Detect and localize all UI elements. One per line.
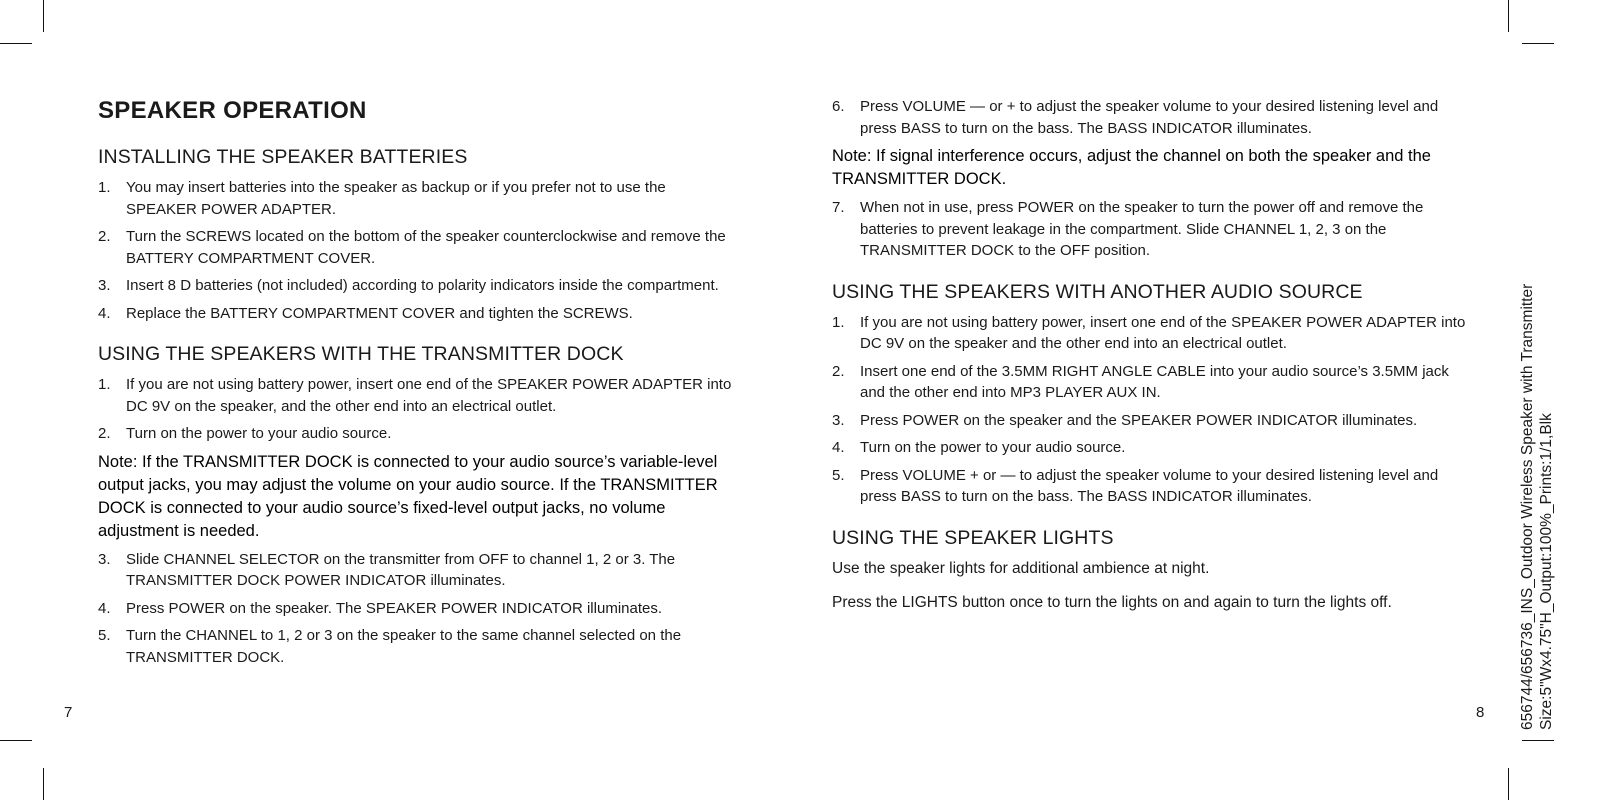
item-text: Press VOLUME — or + to adjust the speaker volume to your desired listening level and press BASS to turn on the bass. The BASS INDICATOR illuminates. bbox=[860, 98, 1439, 137]
item-text: Press POWER on the speaker. The SPEAKER POWER INDICATOR illuminates. bbox=[126, 599, 663, 617]
list-item bbox=[832, 197, 1472, 262]
page-title: SPEAKER OPERATION bbox=[98, 97, 367, 124]
item-number: 5. bbox=[832, 466, 845, 484]
item-text: You may insert batteries into the speaker as backup or if you prefer not to use the SPEAKER POWER ADAPTER. bbox=[126, 179, 666, 218]
paragraph: Use the speaker lights for additional ambience at night. bbox=[832, 559, 1210, 577]
item-text: Turn the CHANNEL to 1, 2 or 3 on the speaker to the same channel selected on the TRANSMITTER DOCK. bbox=[126, 627, 682, 666]
section-heading: INSTALLING THE SPEAKER BATTERIES bbox=[98, 146, 468, 168]
item-number: 3. bbox=[98, 550, 111, 568]
item-text: Replace the BATTERY COMPARTMENT COVER and tighten the SCREWS. bbox=[126, 304, 633, 322]
item-text: Turn the SCREWS located on the bottom of the speaker counterclockwise and remove the BATTERY COMPARTMENT COVER. bbox=[126, 228, 726, 267]
item-number: 2. bbox=[98, 228, 111, 245]
item-number: 4. bbox=[98, 599, 111, 617]
item-text: Turn on the power to your audio source. bbox=[860, 439, 1126, 456]
section-heading: USING THE SPEAKERS WITH ANOTHER AUDIO SOURCE bbox=[832, 280, 1363, 303]
item-text: When not in use, press POWER on the speaker to turn the power off and remove the batteries to prevent leakage in the compartment. Slide CHANNEL 1, 2, 3 on the TRANSMITTER DOCK to the OFF position. bbox=[860, 199, 1424, 259]
page-number: 7 bbox=[64, 704, 73, 721]
right-page bbox=[832, 96, 1472, 632]
item-text: If you are not using battery power, insert one end of the SPEAKER POWER ADAPTER into DC 9V on the speaker, and the other end into an electrical outlet. bbox=[126, 376, 732, 415]
paragraph: Press the LIGHTS button once to turn the lights on and again to turn the lights off. bbox=[832, 593, 1392, 611]
crop-mark bbox=[1522, 43, 1554, 44]
list-item bbox=[98, 423, 738, 445]
crop-mark bbox=[0, 43, 32, 44]
crop-mark bbox=[43, 0, 44, 32]
item-number: 2. bbox=[98, 425, 111, 442]
item-number: 1. bbox=[98, 376, 111, 393]
item-number: 3. bbox=[832, 411, 845, 429]
list-item bbox=[98, 275, 738, 297]
list-item bbox=[98, 177, 738, 220]
crop-mark bbox=[1508, 0, 1509, 32]
item-number: 3. bbox=[98, 277, 111, 294]
section-heading: USING THE SPEAKERS WITH THE TRANSMITTER DOCK bbox=[98, 343, 624, 365]
item-number: 6. bbox=[832, 98, 845, 115]
item-text: If you are not using battery power, insert one end of the SPEAKER POWER ADAPTER into DC 9V on the speaker and the other end into an electrical outlet. bbox=[860, 313, 1466, 352]
slug-line: Size:5"Wx4.75"H_Output:100%_Prints:1/1,Blk bbox=[1538, 413, 1555, 730]
crop-mark bbox=[43, 768, 44, 800]
list-item bbox=[832, 410, 1472, 432]
item-number: 1. bbox=[98, 179, 111, 196]
section-speaker-lights bbox=[832, 526, 1472, 614]
item-number: 4. bbox=[98, 304, 111, 322]
item-text: Turn on the power to your audio source. bbox=[126, 425, 392, 442]
item-text: Insert one end of the 3.5MM RIGHT ANGLE CABLE into your audio source’s 3.5MM jack and the other end into MP3 PLAYER AUX IN. bbox=[860, 362, 1449, 401]
list-item bbox=[832, 465, 1472, 508]
list-item bbox=[98, 374, 738, 417]
list-item bbox=[98, 625, 738, 668]
item-text: Press POWER on the speaker and the SPEAKER POWER INDICATOR illuminates. bbox=[860, 411, 1418, 429]
page-number: 8 bbox=[1476, 704, 1485, 721]
item-number: 5. bbox=[98, 627, 111, 644]
item-text: Insert 8 D batteries (not included) according to polarity indicators inside the compartment. bbox=[126, 277, 719, 294]
note-volume: Note: If the TRANSMITTER DOCK is connected to your audio source’s variable-level output jacks, you may adjust the volume on your audio source. If the TRANSMITTER DOCK is connected to your audio source’s fixed-level output jacks, no volume adjustment is needed. bbox=[98, 452, 718, 540]
list-item bbox=[98, 549, 738, 592]
left-page bbox=[98, 96, 738, 686]
list-item bbox=[98, 303, 738, 325]
crop-mark bbox=[1508, 768, 1509, 800]
slug-line: 656744/656736_INS_Outdoor Wireless Speaker with Transmitter bbox=[1519, 283, 1536, 730]
section-installing-batteries bbox=[98, 145, 738, 324]
item-number: 7. bbox=[832, 199, 845, 216]
item-text: Press VOLUME + or — to adjust the speaker volume to your desired listening level and press BASS to turn on the bass. The BASS INDICATOR illuminates. bbox=[860, 466, 1439, 505]
list-item bbox=[832, 437, 1472, 459]
crop-mark bbox=[1522, 740, 1554, 741]
printer-slug bbox=[1518, 190, 1558, 730]
list-item bbox=[98, 226, 738, 269]
list-item bbox=[832, 312, 1472, 355]
list-item bbox=[98, 598, 738, 620]
note-interference: Note: If signal interference occurs, adjust the channel on both the speaker and the TRANSMITTER DOCK. bbox=[832, 147, 1431, 188]
section-another-audio-source bbox=[832, 280, 1472, 508]
section-heading: USING THE SPEAKER LIGHTS bbox=[832, 526, 1114, 549]
item-number: 1. bbox=[832, 313, 845, 331]
item-number: 4. bbox=[832, 439, 845, 456]
list-item bbox=[832, 96, 1472, 139]
item-number: 2. bbox=[832, 362, 845, 380]
list-item bbox=[832, 361, 1472, 404]
crop-mark bbox=[0, 740, 32, 741]
item-text: Slide CHANNEL SELECTOR on the transmitter from OFF to channel 1, 2 or 3. The TRANSMITTER DOCK POWER INDICATOR illuminates. bbox=[126, 550, 676, 589]
section-transmitter-dock bbox=[98, 342, 738, 668]
